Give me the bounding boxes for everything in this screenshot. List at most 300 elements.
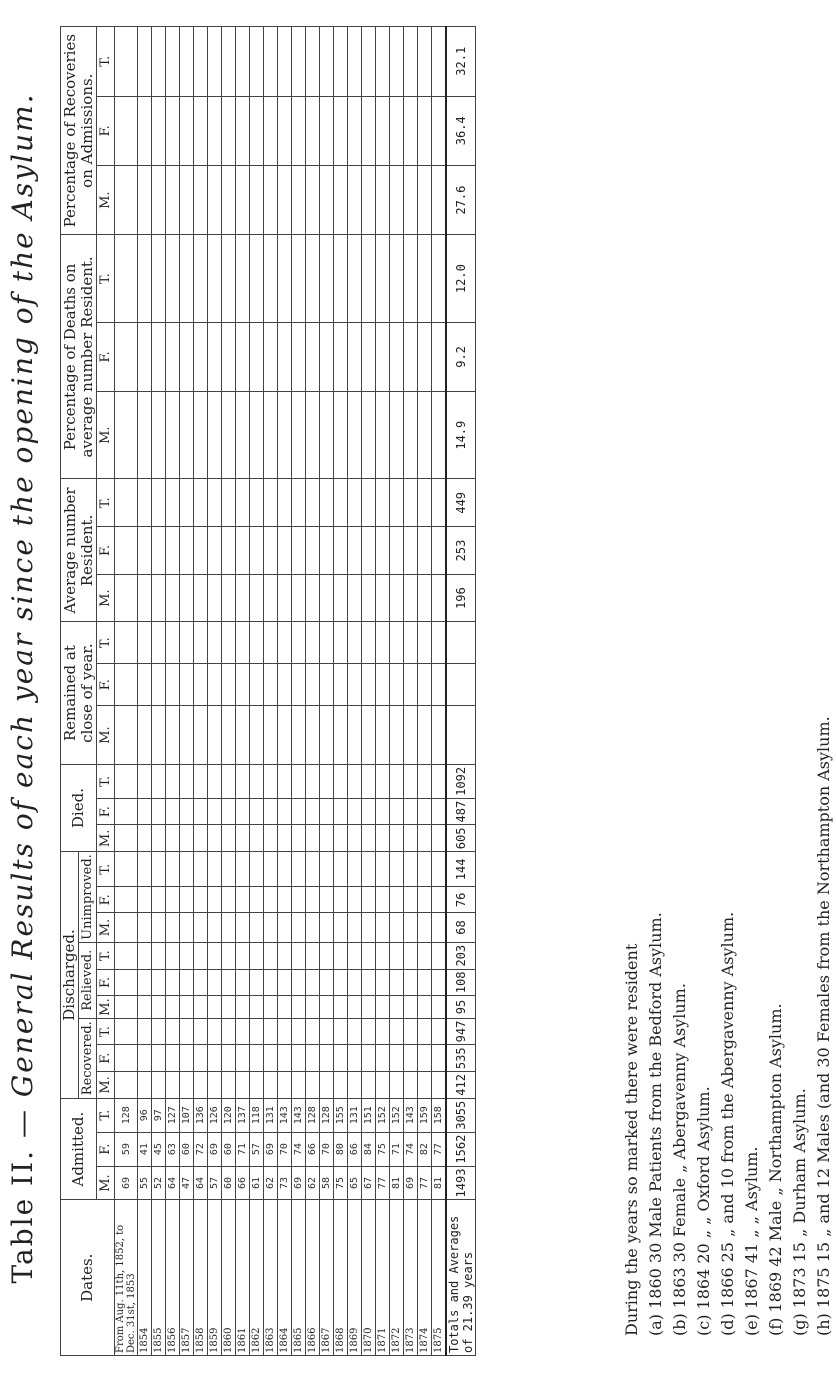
table-cell — [138, 574, 152, 622]
table-cell — [390, 913, 404, 943]
table-cell — [166, 913, 180, 943]
table-cell — [208, 1018, 222, 1045]
table-cell — [418, 942, 432, 969]
table-cell — [334, 1018, 348, 1045]
table-cell — [138, 622, 152, 664]
table-cell — [292, 706, 306, 765]
table-cell — [418, 479, 432, 527]
table-cell — [115, 969, 138, 996]
table-cell — [264, 996, 278, 1018]
table-cell — [348, 852, 362, 887]
table-cell — [348, 96, 362, 165]
table-cell — [152, 391, 166, 479]
table-cell — [292, 1072, 306, 1099]
table-cell — [115, 887, 138, 913]
table-cell — [180, 235, 194, 323]
cell-admitted-m: 52 — [152, 1166, 166, 1200]
cell-admitted-t: 143 — [292, 1098, 306, 1132]
table-cell — [236, 527, 250, 575]
table-cell — [194, 527, 208, 575]
table-cell — [362, 622, 376, 664]
table-cell — [348, 798, 362, 825]
table-cell — [418, 27, 432, 97]
table-cell — [222, 798, 236, 825]
table-cell — [320, 969, 334, 996]
table-cell — [432, 1072, 447, 1099]
table-cell — [222, 479, 236, 527]
cell-admitted-f: 77 — [432, 1132, 447, 1166]
table-cell — [432, 165, 447, 234]
row-date: 1869 — [348, 1200, 362, 1356]
table-cell — [194, 235, 208, 323]
cell-admitted-m: 77 — [376, 1166, 390, 1200]
table-cell — [390, 96, 404, 165]
table-cell — [320, 996, 334, 1018]
table-cell — [208, 798, 222, 825]
table-cell — [166, 969, 180, 996]
table-cell — [180, 706, 194, 765]
table-cell — [138, 527, 152, 575]
table-cell — [250, 1072, 264, 1099]
table-cell — [404, 913, 418, 943]
table-cell — [334, 996, 348, 1018]
table-cell — [306, 165, 320, 234]
table-cell — [138, 96, 152, 165]
total-unimproved-t: 144 — [446, 852, 476, 887]
col-recovered-t: T. — [97, 1018, 115, 1045]
table-cell — [152, 622, 166, 664]
table-cell — [404, 942, 418, 969]
table-cell — [404, 996, 418, 1018]
table-cell — [390, 322, 404, 391]
table-cell — [236, 322, 250, 391]
table-cell — [390, 942, 404, 969]
table-cell — [404, 852, 418, 887]
row-date: 1866 — [306, 1200, 320, 1356]
table-cell — [236, 1045, 250, 1072]
table-cell — [264, 96, 278, 165]
col-died-f: F. — [97, 798, 115, 825]
table-cell — [278, 391, 292, 479]
col-died-m: M. — [97, 825, 115, 852]
table-cell — [250, 887, 264, 913]
table-cell — [152, 96, 166, 165]
table-cell — [306, 322, 320, 391]
table-cell — [180, 96, 194, 165]
table-cell — [278, 527, 292, 575]
table-cell — [334, 942, 348, 969]
total-admitted-m: 1493 — [446, 1166, 476, 1200]
table-row — [348, 27, 362, 1356]
total-died-t: 1092 — [446, 764, 476, 798]
table-cell — [390, 764, 404, 798]
table-cell — [208, 996, 222, 1018]
table-cell — [334, 622, 348, 664]
col-recovered-m: M. — [97, 1072, 115, 1099]
table-cell — [362, 27, 376, 97]
table-cell — [292, 165, 306, 234]
table-cell — [250, 622, 264, 664]
table-cell — [362, 798, 376, 825]
table-cell — [432, 798, 447, 825]
col-pct_deaths-f: F. — [97, 322, 115, 391]
table-cell — [264, 852, 278, 887]
col-average: Average number Resident. — [61, 479, 97, 622]
table-cell — [362, 96, 376, 165]
table-cell — [306, 764, 320, 798]
total-empty — [446, 664, 476, 706]
row-date: 1865 — [292, 1200, 306, 1356]
table-cell — [292, 825, 306, 852]
table-cell — [320, 1072, 334, 1099]
table-cell — [404, 825, 418, 852]
table-cell — [250, 798, 264, 825]
table-cell — [250, 1018, 264, 1045]
table-cell — [208, 479, 222, 527]
table-cell — [208, 27, 222, 97]
cell-admitted-m: 75 — [334, 1166, 348, 1200]
table-row — [208, 27, 222, 1356]
table-cell — [152, 1072, 166, 1099]
cell-admitted-t: 126 — [208, 1098, 222, 1132]
table-row — [115, 27, 138, 1356]
table-cell — [166, 764, 180, 798]
table-cell — [250, 527, 264, 575]
table-cell — [334, 798, 348, 825]
table-cell — [334, 825, 348, 852]
table-cell — [334, 391, 348, 479]
total-empty — [446, 622, 476, 664]
cell-admitted-f: 74 — [404, 1132, 418, 1166]
table-cell — [264, 622, 278, 664]
col-pct_recoveries-m: M. — [97, 165, 115, 234]
table-cell — [166, 622, 180, 664]
table-cell — [362, 852, 376, 887]
table-cell — [334, 1072, 348, 1099]
table-cell — [278, 235, 292, 323]
table-cell — [138, 235, 152, 323]
table-cell — [376, 887, 390, 913]
cell-admitted-m: 69 — [404, 1166, 418, 1200]
table-cell — [152, 1018, 166, 1045]
table-cell — [362, 322, 376, 391]
table-cell — [278, 322, 292, 391]
table-cell — [250, 235, 264, 323]
table-cell — [222, 913, 236, 943]
table-cell — [152, 27, 166, 97]
table-cell — [152, 969, 166, 996]
table-cell — [320, 574, 334, 622]
col-recovered-f: F. — [97, 1045, 115, 1072]
table-cell — [292, 27, 306, 97]
row-date: 1863 — [264, 1200, 278, 1356]
table-cell — [390, 235, 404, 323]
table-cell — [138, 165, 152, 234]
table-cell — [222, 322, 236, 391]
table-cell — [306, 391, 320, 479]
table-cell — [208, 664, 222, 706]
table-cell — [152, 764, 166, 798]
table-cell — [208, 887, 222, 913]
table-cell — [222, 996, 236, 1018]
row-date: 1856 — [166, 1200, 180, 1356]
table-cell — [152, 574, 166, 622]
table-cell — [115, 1072, 138, 1099]
table-cell — [432, 1018, 447, 1045]
table-cell — [362, 1018, 376, 1045]
row-date: 1874 — [418, 1200, 432, 1356]
table-cell — [250, 825, 264, 852]
table-cell — [194, 1045, 208, 1072]
cell-admitted-f: 41 — [138, 1132, 152, 1166]
table-cell — [180, 391, 194, 479]
table-cell — [152, 913, 166, 943]
col-unimproved-f: F. — [97, 887, 115, 913]
row-date: 1858 — [194, 1200, 208, 1356]
table-cell — [320, 798, 334, 825]
table-cell — [376, 96, 390, 165]
cell-admitted-m: 66 — [236, 1166, 250, 1200]
total-relieved-m: 95 — [446, 996, 476, 1018]
table-cell — [166, 27, 180, 97]
table-cell — [334, 706, 348, 765]
table-cell — [348, 1018, 362, 1045]
table-cell — [264, 798, 278, 825]
row-date: 1868 — [334, 1200, 348, 1356]
table-cell — [152, 798, 166, 825]
table-cell — [320, 1045, 334, 1072]
table-cell — [348, 235, 362, 323]
table-cell — [278, 479, 292, 527]
table-cell — [180, 574, 194, 622]
table-cell — [306, 664, 320, 706]
table-cell — [236, 664, 250, 706]
table-cell — [390, 479, 404, 527]
table-cell — [306, 1072, 320, 1099]
total-relieved-f: 108 — [446, 969, 476, 996]
col-pct-recoveries: Percentage of Recoveries on Admissions. — [61, 27, 97, 235]
table-cell — [236, 825, 250, 852]
table-cell — [306, 913, 320, 943]
col-recovered: Recovered. — [79, 1018, 97, 1098]
col-relieved-m: M. — [97, 996, 115, 1018]
table-cell — [306, 969, 320, 996]
table-cell — [208, 527, 222, 575]
cell-admitted-f: 45 — [152, 1132, 166, 1166]
table-row — [432, 27, 447, 1356]
table-cell — [250, 942, 264, 969]
table-cell — [362, 165, 376, 234]
table-cell — [432, 825, 447, 852]
table-cell — [166, 798, 180, 825]
table-cell — [404, 706, 418, 765]
cell-admitted-t: 155 — [334, 1098, 348, 1132]
table-cell — [152, 664, 166, 706]
col-relieved: Relieved. — [79, 942, 97, 1018]
cell-admitted-f: 69 — [208, 1132, 222, 1166]
table-cell — [264, 1072, 278, 1099]
table-cell — [390, 574, 404, 622]
table-cell — [180, 322, 194, 391]
table-cell — [208, 1045, 222, 1072]
table-cell — [334, 96, 348, 165]
table-cell — [180, 27, 194, 97]
table-cell — [432, 622, 447, 664]
table-cell — [278, 996, 292, 1018]
table-cell — [166, 1045, 180, 1072]
table-cell — [166, 887, 180, 913]
table-row — [236, 27, 250, 1356]
table-cell — [320, 27, 334, 97]
table-cell — [432, 1045, 447, 1072]
table-cell — [418, 391, 432, 479]
table-cell — [138, 852, 152, 887]
table-cell — [222, 165, 236, 234]
table-cell — [115, 479, 138, 527]
cell-admitted-t: 152 — [376, 1098, 390, 1132]
table-cell — [376, 622, 390, 664]
table-cell — [278, 27, 292, 97]
table-cell — [418, 969, 432, 996]
cell-admitted-f: 60 — [180, 1132, 194, 1166]
table-cell — [236, 913, 250, 943]
table-cell — [418, 574, 432, 622]
table-cell — [222, 1018, 236, 1045]
table-cell — [194, 165, 208, 234]
table-cell — [264, 825, 278, 852]
table-cell — [222, 96, 236, 165]
cell-admitted-f: 69 — [264, 1132, 278, 1166]
cell-admitted-t: 107 — [180, 1098, 194, 1132]
row-date: 1864 — [278, 1200, 292, 1356]
table-cell — [306, 852, 320, 887]
table-cell — [292, 322, 306, 391]
total-pct_recoveries-m: 27.6 — [446, 165, 476, 234]
row-date: From Aug. 11th, 1852, to Dec. 31st, 1853 — [115, 1200, 138, 1356]
col-average-f: F. — [97, 527, 115, 575]
cell-admitted-t: 151 — [362, 1098, 376, 1132]
table-cell — [292, 235, 306, 323]
table-cell — [376, 996, 390, 1018]
total-admitted-f: 1562 — [446, 1132, 476, 1166]
table-cell — [222, 942, 236, 969]
col-pct_recoveries-t: T. — [97, 27, 115, 97]
table-cell — [250, 96, 264, 165]
row-date: 1875 — [432, 1200, 447, 1356]
table-row — [264, 27, 278, 1356]
table-cell — [236, 27, 250, 97]
table-cell — [194, 574, 208, 622]
table-row — [418, 27, 432, 1356]
table-cell — [180, 622, 194, 664]
table-cell — [390, 852, 404, 887]
cell-admitted-f: 82 — [418, 1132, 432, 1166]
table-cell — [376, 706, 390, 765]
table-cell — [376, 322, 390, 391]
table-cell — [138, 664, 152, 706]
row-date: 1857 — [180, 1200, 194, 1356]
table-cell — [115, 825, 138, 852]
table-cell — [348, 664, 362, 706]
table-cell — [208, 96, 222, 165]
table-cell — [264, 479, 278, 527]
col-pct-deaths: Percentage of Deaths on average number Resident. — [61, 235, 97, 479]
table-cell — [320, 479, 334, 527]
table-cell — [306, 942, 320, 969]
table-cell — [166, 852, 180, 887]
table-cell — [180, 664, 194, 706]
table-cell — [404, 798, 418, 825]
table-cell — [306, 825, 320, 852]
table-cell — [236, 1018, 250, 1045]
table-cell — [194, 969, 208, 996]
table-cell — [334, 887, 348, 913]
table-cell — [222, 764, 236, 798]
table-cell — [390, 969, 404, 996]
table-cell — [236, 798, 250, 825]
table-cell — [236, 969, 250, 996]
row-date: 1870 — [362, 1200, 376, 1356]
cell-admitted-m: 47 — [180, 1166, 194, 1200]
table-cell — [404, 1045, 418, 1072]
cell-admitted-m: 73 — [278, 1166, 292, 1200]
table-cell — [264, 27, 278, 97]
table-cell — [115, 706, 138, 765]
table-row — [222, 27, 236, 1356]
table-cell — [404, 322, 418, 391]
table-cell — [278, 825, 292, 852]
table-cell — [348, 322, 362, 391]
table-cell — [236, 622, 250, 664]
cell-admitted-f: 66 — [348, 1132, 362, 1166]
table-cell — [115, 622, 138, 664]
table-row — [292, 27, 306, 1356]
table-cell — [376, 1018, 390, 1045]
footnote-line: (e) 1867 41 „ „ Asylum. — [742, 1146, 761, 1336]
total-average-f: 253 — [446, 527, 476, 575]
table-cell — [306, 574, 320, 622]
table-cell — [222, 664, 236, 706]
table-cell — [264, 165, 278, 234]
table-cell — [250, 913, 264, 943]
cell-admitted-f: 59 — [115, 1132, 138, 1166]
table-cell — [292, 1018, 306, 1045]
table-cell — [362, 825, 376, 852]
table-cell — [334, 1045, 348, 1072]
row-date: 1860 — [222, 1200, 236, 1356]
table-cell — [334, 165, 348, 234]
table-cell — [180, 942, 194, 969]
table-cell — [115, 664, 138, 706]
header-row-sex — [97, 27, 115, 1356]
row-date: 1861 — [236, 1200, 250, 1356]
table-cell — [432, 969, 447, 996]
table-cell — [194, 887, 208, 913]
table-cell — [166, 996, 180, 1018]
table-cell — [292, 969, 306, 996]
table-cell — [376, 664, 390, 706]
table-cell — [348, 764, 362, 798]
col-relieved-f: F. — [97, 969, 115, 996]
table-cell — [152, 479, 166, 527]
cell-admitted-m: 58 — [320, 1166, 334, 1200]
row-date: 1872 — [390, 1200, 404, 1356]
table-cell — [152, 527, 166, 575]
table-cell — [306, 706, 320, 765]
table-cell — [418, 887, 432, 913]
table-cell — [264, 1045, 278, 1072]
cell-admitted-m: 57 — [208, 1166, 222, 1200]
